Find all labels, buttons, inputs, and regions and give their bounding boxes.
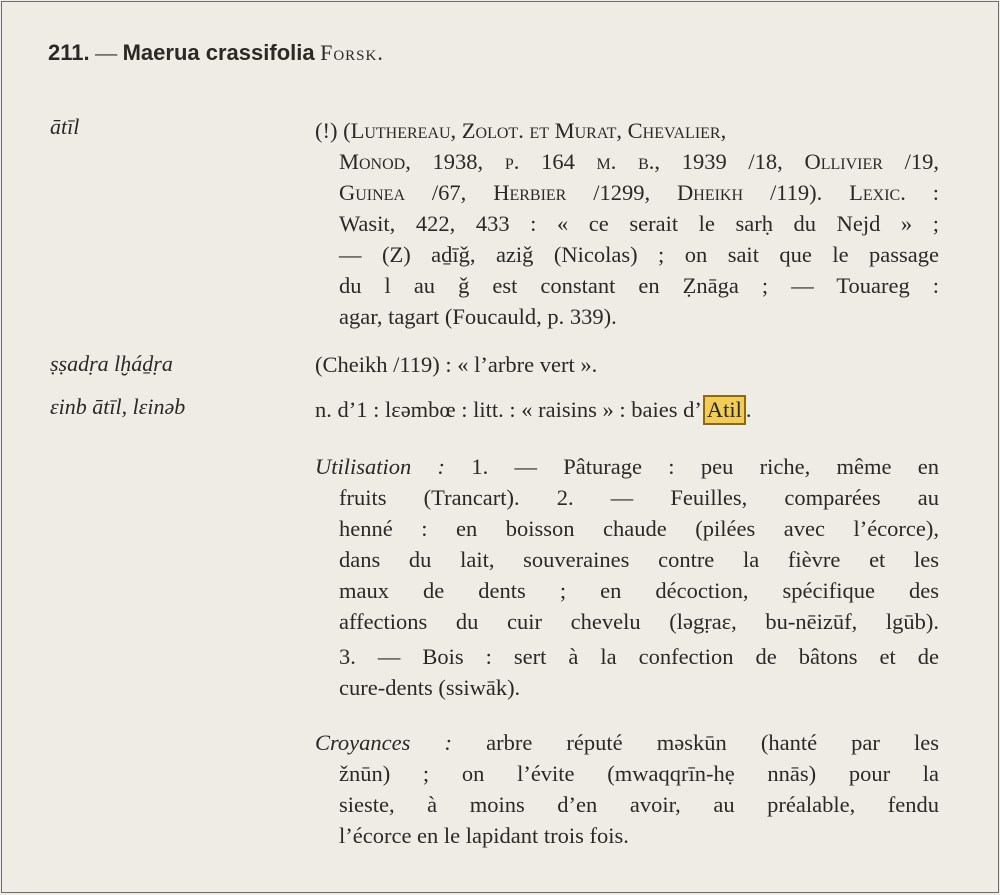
atil-line: Wasit, 422, 433 : « ce serait le sarḥ du Nejd » ; <box>339 211 939 236</box>
atil-line: Guinea /67, Herbier /1299, Dheikh /119). Lexic. : <box>339 180 939 205</box>
term-ssadra: ṣṣadṛa lḫáḏṛa <box>50 351 173 376</box>
term-einb: ɛinb ātīl, lɛinəb <box>50 394 186 419</box>
utilisation-line: cure-dents (ssiwāk). <box>339 675 521 700</box>
utilisation-label: Utilisation : <box>315 454 446 479</box>
utilisation-line: maux de dents ; en décoction, spécifique des <box>339 578 939 603</box>
utilisation-line: dans du lait, souveraines contre la fièvre et les <box>339 547 939 572</box>
utilisation-line: fruits (Trancart). 2. — Feuilles, comparées au <box>339 485 939 510</box>
croyances-line: sieste, à moins d’en avoir, au préalable, fendu <box>339 792 939 817</box>
utilisation-line: henné : en boisson chaude (pilées avec l’écorce), <box>339 516 939 541</box>
entry-heading <box>48 40 384 66</box>
term-atil: ātīl <box>50 114 80 139</box>
entry-number: 211. <box>48 40 90 65</box>
utilisation-line: affections du cuir chevelu (ləgṛaɛ, bu-nēizūf, lgūb). <box>339 609 939 634</box>
ssadra-text: (Cheikh /119) : « l’arbre vert ». <box>315 352 598 377</box>
heading-dash: — <box>95 40 118 65</box>
utilisation-line: 3. — Bois : sert à la confection de bâtons et de <box>339 644 939 669</box>
highlighted-word[interactable]: Atil <box>703 395 746 425</box>
utilisation-line: Utilisation : 1. — Pâturage : peu riche, même en <box>315 454 939 479</box>
species-name: Maerua crassifolia <box>122 40 315 65</box>
species-author: Forsk. <box>320 40 384 65</box>
atil-line: (!) (Luthereau, Zolot. et Murat, Chevalier, <box>315 118 727 143</box>
croyances-label: Croyances : <box>315 730 452 755</box>
atil-line: du l au ǧ est constant en Ẓnāga ; — Touareg : <box>339 273 939 298</box>
croyances-line: Croyances : arbre réputé məskūn (hanté par les <box>315 730 939 755</box>
croyances-line: l’écorce en le lapidant trois fois. <box>339 823 629 848</box>
atil-line: agar, tagart (Foucauld, p. 339). <box>339 304 617 329</box>
atil-line: Monod, 1938, p. 164 m. b., 1939 /18, Ollivier /19, <box>339 149 939 174</box>
einb-text: n. d’1 : lɛəmbœ : litt. : « raisins » : baies d’ Atil . <box>315 395 752 425</box>
document-page <box>1 1 999 893</box>
atil-line: — (Z) aḏīǧ, aziǧ (Nicolas) ; on sait que le passage <box>339 242 939 267</box>
croyances-line: žnūn) ; on l’évite (mwaqqrīn-hẹ nnās) pour la <box>339 761 939 786</box>
